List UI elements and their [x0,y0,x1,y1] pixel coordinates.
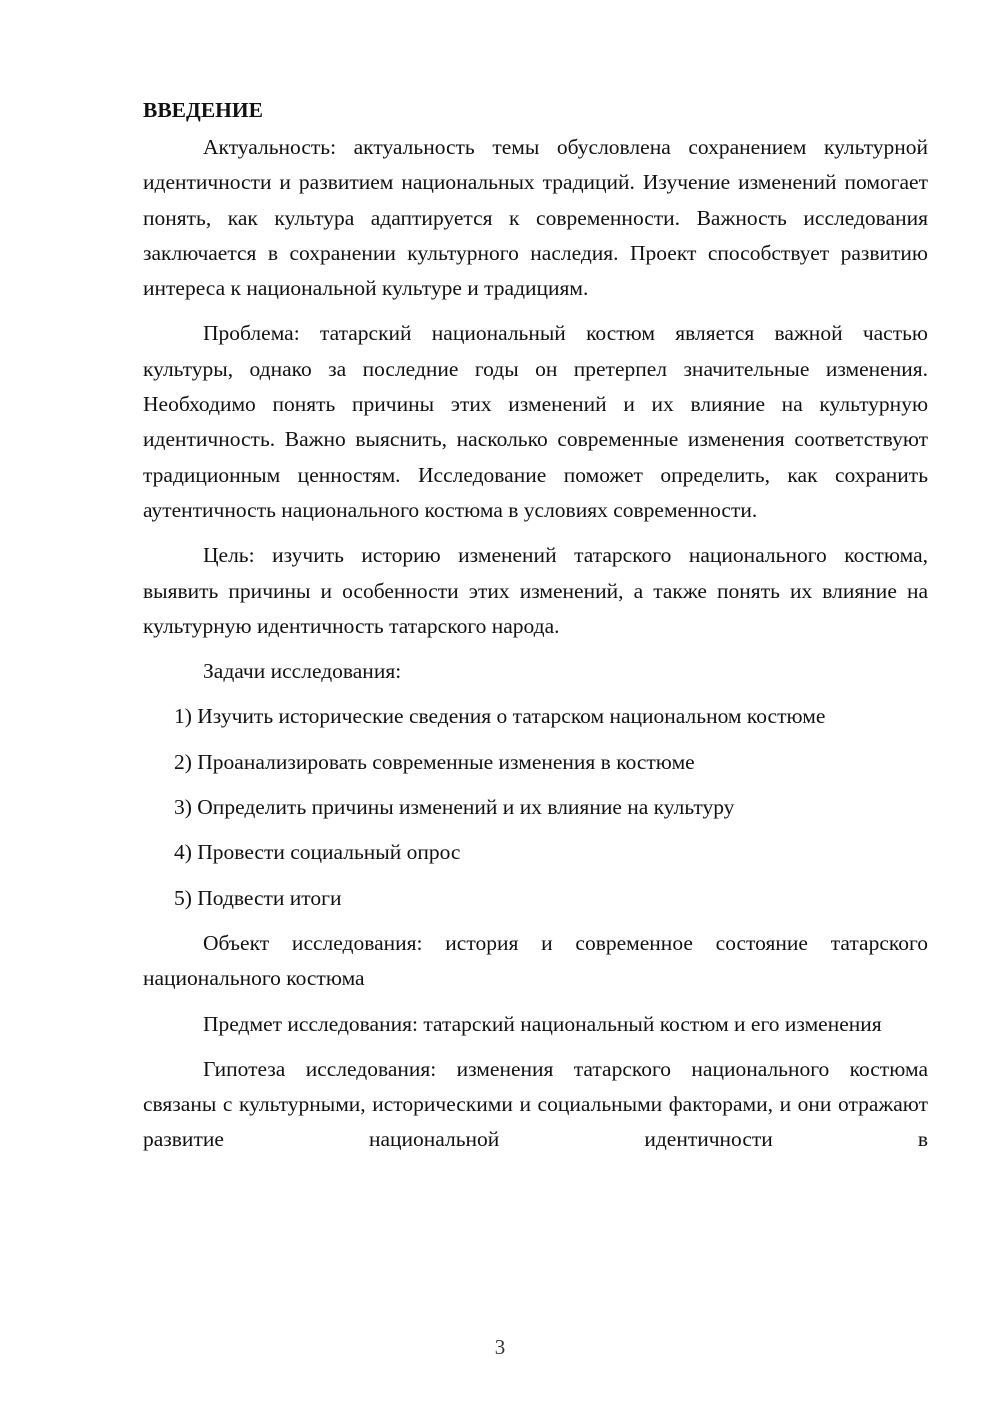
task-item-4: 4) Провести социальный опрос [174,840,461,865]
task-item-3: 3) Определить причины изменений и их влияние на культуру [174,795,735,820]
task-item-2: 2) Проанализировать современные изменения в костюме [174,749,695,774]
document-page [143,92,928,1168]
tasks-heading: Задачи исследования: [203,659,402,684]
paragraph-object: Объект исследования: история и современное состояние татарского национального костюма [143,930,928,991]
paragraph-hypothesis: Гипотеза исследования: изменения татарского национального костюма связаны с культурными, историческими и социальными факторами, и они отражают развитие национальной идентичности в [143,1056,928,1152]
task-item-1: 1) Изучить исторические сведения о татарском национальном костюме [174,704,826,729]
paragraph-relevance: Актуальность: актуальность темы обусловлена сохранением культурной идентичности и развитием национальных традиций. Изучение изменений помогает понять, как культура адаптируется к современности. Важность исследования заключается в сохранении культурного наследия. Проект способствует развитию интереса к национальной культуре и традициям. [143,135,928,301]
paragraph-goal: Цель: изучить историю изменений татарского национального костюма, выявить причины и особенности этих изменений, а также понять их влияние на культурную идентичность татарского народа. [143,543,928,638]
section-heading: ВВЕДЕНИЕ [143,98,263,122]
paragraph-subject: Предмет исследования: татарский национальный костюм и его изменения [203,1011,882,1036]
task-item-5: 5) Подвести итоги [174,885,342,910]
paragraph-problem: Проблема: татарский национальный костюм является важной частью культуры, однако за последние годы он претерпел значительные изменения. Необходимо понять причины этих изменений и их влияние на культурную идентичность. Важно выяснить, насколько современные изменения соответствуют традиционным ценностям. Исследование поможет определить, как сохранить аутентичность национального костюма в условиях современности. [143,321,928,522]
page-number: 3 [494,1335,506,1359]
